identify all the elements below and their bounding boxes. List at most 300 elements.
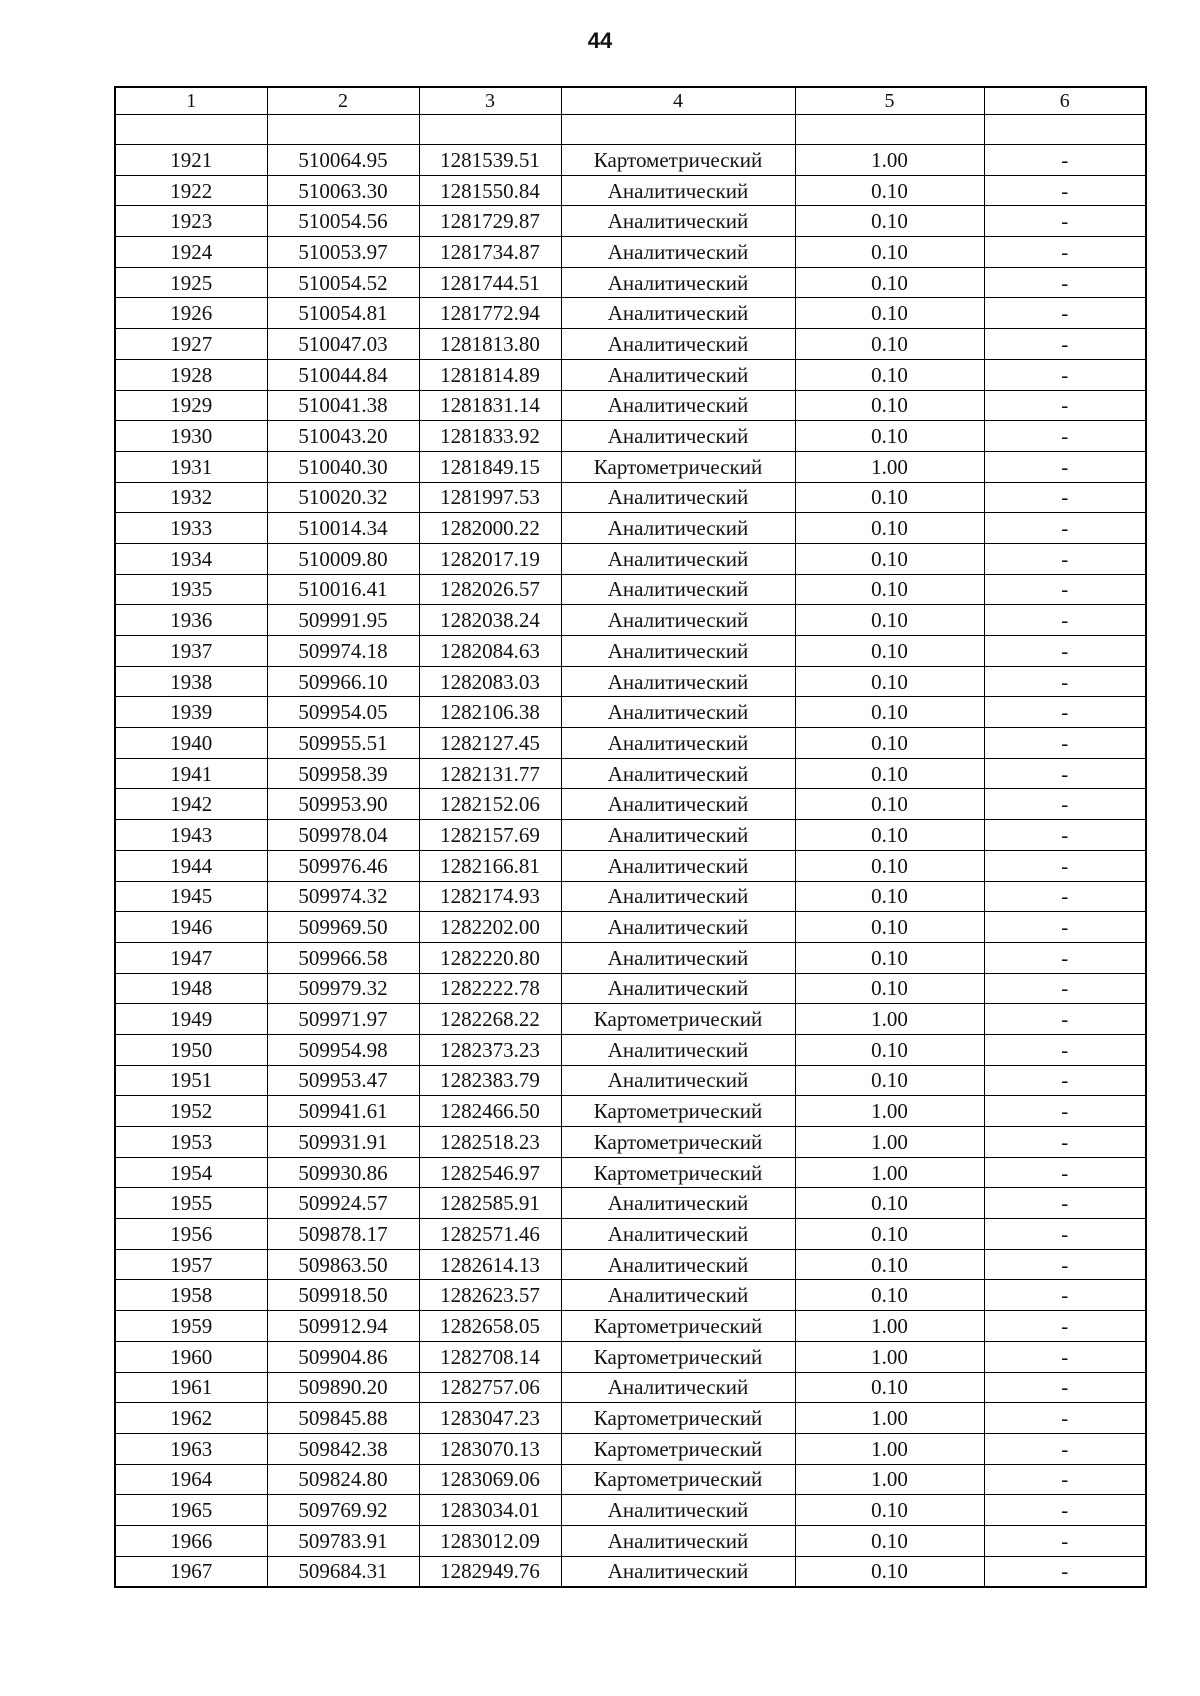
note-cell: -	[984, 206, 1146, 237]
y-coordinate-cell: 1281831.14	[419, 390, 561, 421]
table-cell	[561, 115, 795, 145]
y-coordinate-cell: 1281772.94	[419, 298, 561, 329]
method-cell: Аналитический	[561, 298, 795, 329]
note-cell: -	[984, 1311, 1146, 1342]
y-coordinate-cell: 1282614.13	[419, 1249, 561, 1280]
point-number-cell: 1958	[115, 1280, 267, 1311]
method-cell: Картометрический	[561, 1341, 795, 1372]
point-number-cell: 1932	[115, 482, 267, 513]
table-row	[115, 728, 1146, 759]
point-number-cell: 1952	[115, 1096, 267, 1127]
accuracy-cell: 0.10	[795, 482, 984, 513]
note-cell: -	[984, 758, 1146, 789]
y-coordinate-cell: 1282222.78	[419, 973, 561, 1004]
table-row	[115, 912, 1146, 943]
method-cell: Аналитический	[561, 1495, 795, 1526]
method-cell: Аналитический	[561, 820, 795, 851]
note-cell: -	[984, 1525, 1146, 1556]
method-cell: Аналитический	[561, 1065, 795, 1096]
y-coordinate-cell: 1282585.91	[419, 1188, 561, 1219]
method-cell: Картометрический	[561, 451, 795, 482]
table-row	[115, 1004, 1146, 1035]
accuracy-cell: 0.10	[795, 789, 984, 820]
table-row	[115, 697, 1146, 728]
note-cell: -	[984, 1004, 1146, 1035]
point-number-cell: 1939	[115, 697, 267, 728]
method-cell: Аналитический	[561, 574, 795, 605]
x-coordinate-cell: 509966.58	[267, 942, 419, 973]
method-cell: Аналитический	[561, 942, 795, 973]
y-coordinate-cell: 1282518.23	[419, 1127, 561, 1158]
y-coordinate-cell: 1281539.51	[419, 145, 561, 176]
method-cell: Картометрический	[561, 1096, 795, 1127]
point-number-cell: 1923	[115, 206, 267, 237]
column-header: 2	[267, 87, 419, 115]
table-row	[115, 145, 1146, 176]
accuracy-cell: 0.10	[795, 1219, 984, 1250]
x-coordinate-cell: 510043.20	[267, 421, 419, 452]
accuracy-cell: 0.10	[795, 1556, 984, 1587]
x-coordinate-cell: 509953.90	[267, 789, 419, 820]
table-row	[115, 1280, 1146, 1311]
note-cell: -	[984, 237, 1146, 268]
y-coordinate-cell: 1283070.13	[419, 1433, 561, 1464]
note-cell: -	[984, 359, 1146, 390]
table-row	[115, 758, 1146, 789]
note-cell: -	[984, 1556, 1146, 1587]
x-coordinate-cell: 510014.34	[267, 513, 419, 544]
accuracy-cell: 0.10	[795, 421, 984, 452]
table-row	[115, 1495, 1146, 1526]
method-cell: Аналитический	[561, 359, 795, 390]
point-number-cell: 1931	[115, 451, 267, 482]
x-coordinate-cell: 510054.56	[267, 206, 419, 237]
method-cell: Аналитический	[561, 728, 795, 759]
x-coordinate-cell: 509991.95	[267, 605, 419, 636]
accuracy-cell: 1.00	[795, 1096, 984, 1127]
note-cell: -	[984, 697, 1146, 728]
x-coordinate-cell: 509954.98	[267, 1034, 419, 1065]
table-row	[115, 973, 1146, 1004]
method-cell: Аналитический	[561, 482, 795, 513]
x-coordinate-cell: 509904.86	[267, 1341, 419, 1372]
point-number-cell: 1959	[115, 1311, 267, 1342]
accuracy-cell: 0.10	[795, 237, 984, 268]
table-cell	[267, 115, 419, 145]
header-row	[115, 87, 1146, 115]
method-cell: Аналитический	[561, 390, 795, 421]
y-coordinate-cell: 1282708.14	[419, 1341, 561, 1372]
x-coordinate-cell: 509918.50	[267, 1280, 419, 1311]
table-row	[115, 390, 1146, 421]
method-cell: Аналитический	[561, 636, 795, 667]
x-coordinate-cell: 510016.41	[267, 574, 419, 605]
accuracy-cell: 0.10	[795, 206, 984, 237]
note-cell: -	[984, 175, 1146, 206]
method-cell: Картометрический	[561, 1127, 795, 1158]
accuracy-cell: 0.10	[795, 543, 984, 574]
table-row	[115, 666, 1146, 697]
x-coordinate-cell: 509974.18	[267, 636, 419, 667]
note-cell: -	[984, 1034, 1146, 1065]
point-number-cell: 1936	[115, 605, 267, 636]
x-coordinate-cell: 509953.47	[267, 1065, 419, 1096]
coordinates-table	[114, 86, 1147, 1588]
table-row	[115, 1464, 1146, 1495]
accuracy-cell: 0.10	[795, 1495, 984, 1526]
y-coordinate-cell: 1282949.76	[419, 1556, 561, 1587]
note-cell: -	[984, 482, 1146, 513]
table-row	[115, 636, 1146, 667]
table-row	[115, 1403, 1146, 1434]
point-number-cell: 1965	[115, 1495, 267, 1526]
method-cell: Картометрический	[561, 1403, 795, 1434]
accuracy-cell: 0.10	[795, 390, 984, 421]
point-number-cell: 1921	[115, 145, 267, 176]
x-coordinate-cell: 509684.31	[267, 1556, 419, 1587]
x-coordinate-cell: 510063.30	[267, 175, 419, 206]
table-row	[115, 881, 1146, 912]
note-cell: -	[984, 451, 1146, 482]
point-number-cell: 1949	[115, 1004, 267, 1035]
table-row	[115, 298, 1146, 329]
point-number-cell: 1940	[115, 728, 267, 759]
point-number-cell: 1963	[115, 1433, 267, 1464]
note-cell: -	[984, 1096, 1146, 1127]
accuracy-cell: 0.10	[795, 850, 984, 881]
x-coordinate-cell: 509941.61	[267, 1096, 419, 1127]
note-cell: -	[984, 513, 1146, 544]
accuracy-cell: 0.10	[795, 1034, 984, 1065]
x-coordinate-cell: 509978.04	[267, 820, 419, 851]
y-coordinate-cell: 1282571.46	[419, 1219, 561, 1250]
table-row	[115, 1157, 1146, 1188]
x-coordinate-cell: 509930.86	[267, 1157, 419, 1188]
point-number-cell: 1947	[115, 942, 267, 973]
point-number-cell: 1942	[115, 789, 267, 820]
method-cell: Аналитический	[561, 881, 795, 912]
note-cell: -	[984, 1219, 1146, 1250]
note-cell: -	[984, 421, 1146, 452]
table-cell	[115, 115, 267, 145]
table-row	[115, 1525, 1146, 1556]
table-row	[115, 237, 1146, 268]
point-number-cell: 1944	[115, 850, 267, 881]
x-coordinate-cell: 509954.05	[267, 697, 419, 728]
accuracy-cell: 0.10	[795, 329, 984, 360]
point-number-cell: 1946	[115, 912, 267, 943]
accuracy-cell: 0.10	[795, 1188, 984, 1219]
y-coordinate-cell: 1283047.23	[419, 1403, 561, 1434]
table-row	[115, 1556, 1146, 1587]
method-cell: Аналитический	[561, 543, 795, 574]
table-row	[115, 605, 1146, 636]
accuracy-cell: 1.00	[795, 1127, 984, 1158]
x-coordinate-cell: 510047.03	[267, 329, 419, 360]
note-cell: -	[984, 1495, 1146, 1526]
accuracy-cell: 1.00	[795, 451, 984, 482]
y-coordinate-cell: 1283069.06	[419, 1464, 561, 1495]
point-number-cell: 1925	[115, 267, 267, 298]
point-number-cell: 1948	[115, 973, 267, 1004]
point-number-cell: 1933	[115, 513, 267, 544]
point-number-cell: 1961	[115, 1372, 267, 1403]
method-cell: Аналитический	[561, 666, 795, 697]
accuracy-cell: 1.00	[795, 145, 984, 176]
method-cell: Аналитический	[561, 1525, 795, 1556]
accuracy-cell: 0.10	[795, 1065, 984, 1096]
table-row	[115, 543, 1146, 574]
y-coordinate-cell: 1282174.93	[419, 881, 561, 912]
point-number-cell: 1930	[115, 421, 267, 452]
method-cell: Аналитический	[561, 1249, 795, 1280]
y-coordinate-cell: 1282383.79	[419, 1065, 561, 1096]
note-cell: -	[984, 881, 1146, 912]
x-coordinate-cell: 509966.10	[267, 666, 419, 697]
accuracy-cell: 1.00	[795, 1433, 984, 1464]
x-coordinate-cell: 509890.20	[267, 1372, 419, 1403]
column-header: 5	[795, 87, 984, 115]
method-cell: Аналитический	[561, 758, 795, 789]
table-row	[115, 206, 1146, 237]
y-coordinate-cell: 1282757.06	[419, 1372, 561, 1403]
method-cell: Аналитический	[561, 973, 795, 1004]
column-header: 3	[419, 87, 561, 115]
method-cell: Картометрический	[561, 1464, 795, 1495]
x-coordinate-cell: 509842.38	[267, 1433, 419, 1464]
method-cell: Аналитический	[561, 267, 795, 298]
accuracy-cell: 0.10	[795, 359, 984, 390]
table-row	[115, 1188, 1146, 1219]
accuracy-cell: 0.10	[795, 666, 984, 697]
note-cell: -	[984, 1157, 1146, 1188]
note-cell: -	[984, 1433, 1146, 1464]
x-coordinate-cell: 509912.94	[267, 1311, 419, 1342]
y-coordinate-cell: 1281813.80	[419, 329, 561, 360]
y-coordinate-cell: 1282152.06	[419, 789, 561, 820]
y-coordinate-cell: 1282131.77	[419, 758, 561, 789]
note-cell: -	[984, 1280, 1146, 1311]
y-coordinate-cell: 1282084.63	[419, 636, 561, 667]
method-cell: Аналитический	[561, 1034, 795, 1065]
table-row	[115, 789, 1146, 820]
note-cell: -	[984, 1372, 1146, 1403]
note-cell: -	[984, 145, 1146, 176]
y-coordinate-cell: 1281997.53	[419, 482, 561, 513]
y-coordinate-cell: 1282220.80	[419, 942, 561, 973]
point-number-cell: 1924	[115, 237, 267, 268]
method-cell: Аналитический	[561, 1280, 795, 1311]
accuracy-cell: 0.10	[795, 267, 984, 298]
note-cell: -	[984, 574, 1146, 605]
accuracy-cell: 0.10	[795, 881, 984, 912]
y-coordinate-cell: 1282017.19	[419, 543, 561, 574]
method-cell: Аналитический	[561, 1219, 795, 1250]
note-cell: -	[984, 390, 1146, 421]
table-row	[115, 942, 1146, 973]
point-number-cell: 1938	[115, 666, 267, 697]
table-row	[115, 359, 1146, 390]
x-coordinate-cell: 509845.88	[267, 1403, 419, 1434]
x-coordinate-cell: 509863.50	[267, 1249, 419, 1280]
x-coordinate-cell: 509824.80	[267, 1464, 419, 1495]
y-coordinate-cell: 1281849.15	[419, 451, 561, 482]
accuracy-cell: 0.10	[795, 513, 984, 544]
method-cell: Аналитический	[561, 513, 795, 544]
x-coordinate-cell: 510054.52	[267, 267, 419, 298]
point-number-cell: 1922	[115, 175, 267, 206]
y-coordinate-cell: 1282026.57	[419, 574, 561, 605]
x-coordinate-cell: 509979.32	[267, 973, 419, 1004]
method-cell: Картометрический	[561, 1311, 795, 1342]
table-row	[115, 1341, 1146, 1372]
table-body	[115, 115, 1146, 1588]
point-number-cell: 1955	[115, 1188, 267, 1219]
y-coordinate-cell: 1281814.89	[419, 359, 561, 390]
method-cell: Аналитический	[561, 329, 795, 360]
accuracy-cell: 1.00	[795, 1157, 984, 1188]
note-cell: -	[984, 1464, 1146, 1495]
point-number-cell: 1951	[115, 1065, 267, 1096]
method-cell: Картометрический	[561, 1157, 795, 1188]
point-number-cell: 1954	[115, 1157, 267, 1188]
table-row	[115, 513, 1146, 544]
note-cell: -	[984, 1188, 1146, 1219]
note-cell: -	[984, 820, 1146, 851]
point-number-cell: 1950	[115, 1034, 267, 1065]
accuracy-cell: 1.00	[795, 1341, 984, 1372]
y-coordinate-cell: 1281833.92	[419, 421, 561, 452]
note-cell: -	[984, 728, 1146, 759]
x-coordinate-cell: 509955.51	[267, 728, 419, 759]
point-number-cell: 1943	[115, 820, 267, 851]
accuracy-cell: 0.10	[795, 973, 984, 1004]
point-number-cell: 1941	[115, 758, 267, 789]
method-cell: Аналитический	[561, 175, 795, 206]
x-coordinate-cell: 509878.17	[267, 1219, 419, 1250]
y-coordinate-cell: 1282373.23	[419, 1034, 561, 1065]
table-row	[115, 267, 1146, 298]
x-coordinate-cell: 509969.50	[267, 912, 419, 943]
table-row	[115, 421, 1146, 452]
page-number: 44	[587, 28, 613, 53]
y-coordinate-cell: 1282038.24	[419, 605, 561, 636]
x-coordinate-cell: 509769.92	[267, 1495, 419, 1526]
note-cell: -	[984, 605, 1146, 636]
table-row	[115, 574, 1146, 605]
x-coordinate-cell: 510041.38	[267, 390, 419, 421]
method-cell: Аналитический	[561, 912, 795, 943]
y-coordinate-cell: 1281729.87	[419, 206, 561, 237]
accuracy-cell: 1.00	[795, 1464, 984, 1495]
y-coordinate-cell: 1282658.05	[419, 1311, 561, 1342]
accuracy-cell: 0.10	[795, 1525, 984, 1556]
table-row	[115, 1219, 1146, 1250]
accuracy-cell: 1.00	[795, 1311, 984, 1342]
accuracy-cell: 0.10	[795, 697, 984, 728]
point-number-cell: 1927	[115, 329, 267, 360]
table-cell	[984, 115, 1146, 145]
note-cell: -	[984, 1127, 1146, 1158]
y-coordinate-cell: 1281550.84	[419, 175, 561, 206]
point-number-cell: 1962	[115, 1403, 267, 1434]
note-cell: -	[984, 666, 1146, 697]
table-row	[115, 1096, 1146, 1127]
x-coordinate-cell: 509976.46	[267, 850, 419, 881]
y-coordinate-cell: 1282127.45	[419, 728, 561, 759]
y-coordinate-cell: 1283012.09	[419, 1525, 561, 1556]
y-coordinate-cell: 1283034.01	[419, 1495, 561, 1526]
note-cell: -	[984, 942, 1146, 973]
accuracy-cell: 1.00	[795, 1004, 984, 1035]
point-number-cell: 1967	[115, 1556, 267, 1587]
y-coordinate-cell: 1282268.22	[419, 1004, 561, 1035]
point-number-cell: 1926	[115, 298, 267, 329]
point-number-cell: 1945	[115, 881, 267, 912]
note-cell: -	[984, 973, 1146, 1004]
y-coordinate-cell: 1282466.50	[419, 1096, 561, 1127]
y-coordinate-cell: 1282623.57	[419, 1280, 561, 1311]
x-coordinate-cell: 509931.91	[267, 1127, 419, 1158]
note-cell: -	[984, 789, 1146, 820]
method-cell: Аналитический	[561, 789, 795, 820]
blank-row	[115, 115, 1146, 145]
y-coordinate-cell: 1281744.51	[419, 267, 561, 298]
note-cell: -	[984, 850, 1146, 881]
y-coordinate-cell: 1282202.00	[419, 912, 561, 943]
accuracy-cell: 0.10	[795, 1249, 984, 1280]
note-cell: -	[984, 912, 1146, 943]
table-row	[115, 1065, 1146, 1096]
point-number-cell: 1964	[115, 1464, 267, 1495]
table-row	[115, 850, 1146, 881]
point-number-cell: 1966	[115, 1525, 267, 1556]
point-number-cell: 1935	[115, 574, 267, 605]
y-coordinate-cell: 1282000.22	[419, 513, 561, 544]
x-coordinate-cell: 509783.91	[267, 1525, 419, 1556]
x-coordinate-cell: 509958.39	[267, 758, 419, 789]
accuracy-cell: 0.10	[795, 820, 984, 851]
accuracy-cell: 0.10	[795, 942, 984, 973]
y-coordinate-cell: 1282166.81	[419, 850, 561, 881]
accuracy-cell: 0.10	[795, 1372, 984, 1403]
x-coordinate-cell: 509971.97	[267, 1004, 419, 1035]
table-row	[115, 1034, 1146, 1065]
table-row	[115, 1127, 1146, 1158]
accuracy-cell: 0.10	[795, 574, 984, 605]
table-row	[115, 1249, 1146, 1280]
method-cell: Аналитический	[561, 1372, 795, 1403]
accuracy-cell: 0.10	[795, 912, 984, 943]
point-number-cell: 1937	[115, 636, 267, 667]
y-coordinate-cell: 1281734.87	[419, 237, 561, 268]
x-coordinate-cell: 510020.32	[267, 482, 419, 513]
accuracy-cell: 0.10	[795, 758, 984, 789]
accuracy-cell: 1.00	[795, 1403, 984, 1434]
x-coordinate-cell: 510040.30	[267, 451, 419, 482]
table-row	[115, 1311, 1146, 1342]
y-coordinate-cell: 1282157.69	[419, 820, 561, 851]
x-coordinate-cell: 509974.32	[267, 881, 419, 912]
method-cell: Аналитический	[561, 850, 795, 881]
y-coordinate-cell: 1282546.97	[419, 1157, 561, 1188]
accuracy-cell: 0.10	[795, 636, 984, 667]
table-cell	[795, 115, 984, 145]
column-header: 1	[115, 87, 267, 115]
point-number-cell: 1960	[115, 1341, 267, 1372]
note-cell: -	[984, 1403, 1146, 1434]
column-header: 6	[984, 87, 1146, 115]
